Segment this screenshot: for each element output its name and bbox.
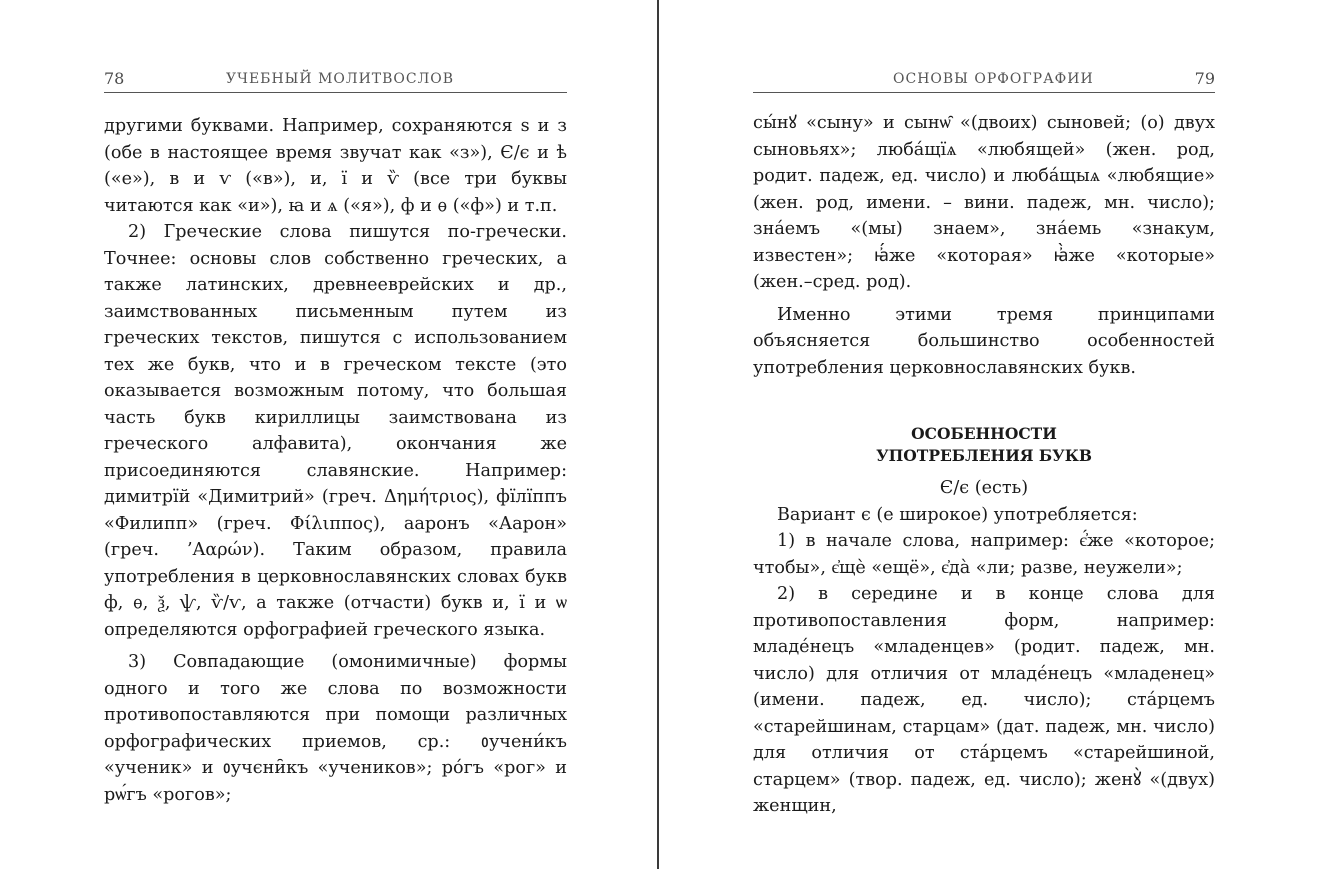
page-body xyxy=(104,113,567,808)
paragraph: сы́нꙋ «сыну» и сынѡ̑ «(двоих) сыновей; (о) двух сыновьях»; люба́щїѧ «любящей» (жен. род, родит. падеж, ед. число) и люба́щыѧ «любящие» (жен. род, имени. – вини. падеж, мн. число); зна́емъ «(мы) знаем», зна́емь «знакум, известен»; ꙗ҆́же «которая» ꙗ҆̀же «которые» (жен.–сред. род). xyxy=(753,113,1215,292)
paragraph: 1) в начале слова, например: є҆́же «которое; чтобы», є҆щѐ «ещё», є҆да̀ «ли; разве, неужели»; xyxy=(753,531,1215,578)
page-header xyxy=(104,68,567,93)
book-spine xyxy=(657,0,659,869)
paragraph: Именно этими тремя принципами объясняется большинство особенностей употребления церковнославянских букв. xyxy=(753,304,1215,378)
page-body xyxy=(753,110,1215,820)
running-head: УЧЕБНЫЙ МОЛИТВОСЛОВ xyxy=(226,71,455,87)
running-head: ОСНОВЫ ОРФОГРАФИИ xyxy=(893,71,1094,87)
section-heading-line: УПОТРЕБЛЕНИЯ БУКВ xyxy=(876,446,1092,465)
paragraph: 2) в середине и в конце слова для противопоставления форм, например: младе́нецъ «младенцев» (родит. падеж, мн. число) для отличия от младе́нецъ «младенец» (имени. падеж, ед. число); ста́рцемъ «старейшинам, старцам» (дат. падеж, мн. число) для отличия от ста́рцемъ «старейшиной, старцем» (твор. падеж, ед. число); женꙋ̀ «(двух) женщин, xyxy=(753,584,1215,816)
page-header xyxy=(753,68,1215,93)
letter-subheading: Є/є (есть) xyxy=(939,478,1029,498)
paragraph: другими буквами. Например, сохраняются ѕ и з (обе в настоящее время звучат как «з»), Є/є и ѣ («е»), в и ѵ («в»), и, ї и ѷ (все три буквы читаются как «и»), ꙗ и ѧ («я»), ф и ѳ («ф») и т.п. xyxy=(104,116,567,216)
paragraph: Вариант є (е широкое) употребляется: xyxy=(777,504,1138,525)
section-heading xyxy=(753,423,1215,467)
left-page xyxy=(104,0,567,869)
page-number: 78 xyxy=(104,69,125,88)
section-heading-line: ОСОБЕННОСТИ xyxy=(911,424,1057,443)
paragraph: 3) Совпадающие (омонимичные) формы одного и того же слова по возможности противопоставляются при помощи различных орфографических приемов, ср.: ᲂучени́къ «ученик» и ᲂучєни̑къ «учеников»; ро́гъ «рог» и рѡ́гъ «рогов»; xyxy=(104,652,567,805)
page-number: 79 xyxy=(1194,69,1215,88)
paragraph: 2) Греческие слова пишутся по-гречески. Точнее: основы слов собственно греческих, а также латинских, древнееврейских и др., заимствованных письменным путем из греческих текстов, пишутся с использованием тех же букв, что и в греческом тексте (это оказывается возможным потому, что большая часть букв кириллицы заимствована из греческого алфавита), окончания же присоединяются славянские. Например: димитрїй «Димитрий» (греч. Δημήτριος), фїлїппъ «Филипп» (греч. Φίλιππος), ааронъ «Аарон» (греч. ’Ααρών). Таким образом, правила употребления в церковнославянских словах букв ф, ѳ, ѯ, ѱ, ѷ/ѵ, а также (отчасти) букв и, ї и ѡ определяются орфографией греческого языка. xyxy=(104,222,567,640)
right-page xyxy=(753,0,1215,869)
